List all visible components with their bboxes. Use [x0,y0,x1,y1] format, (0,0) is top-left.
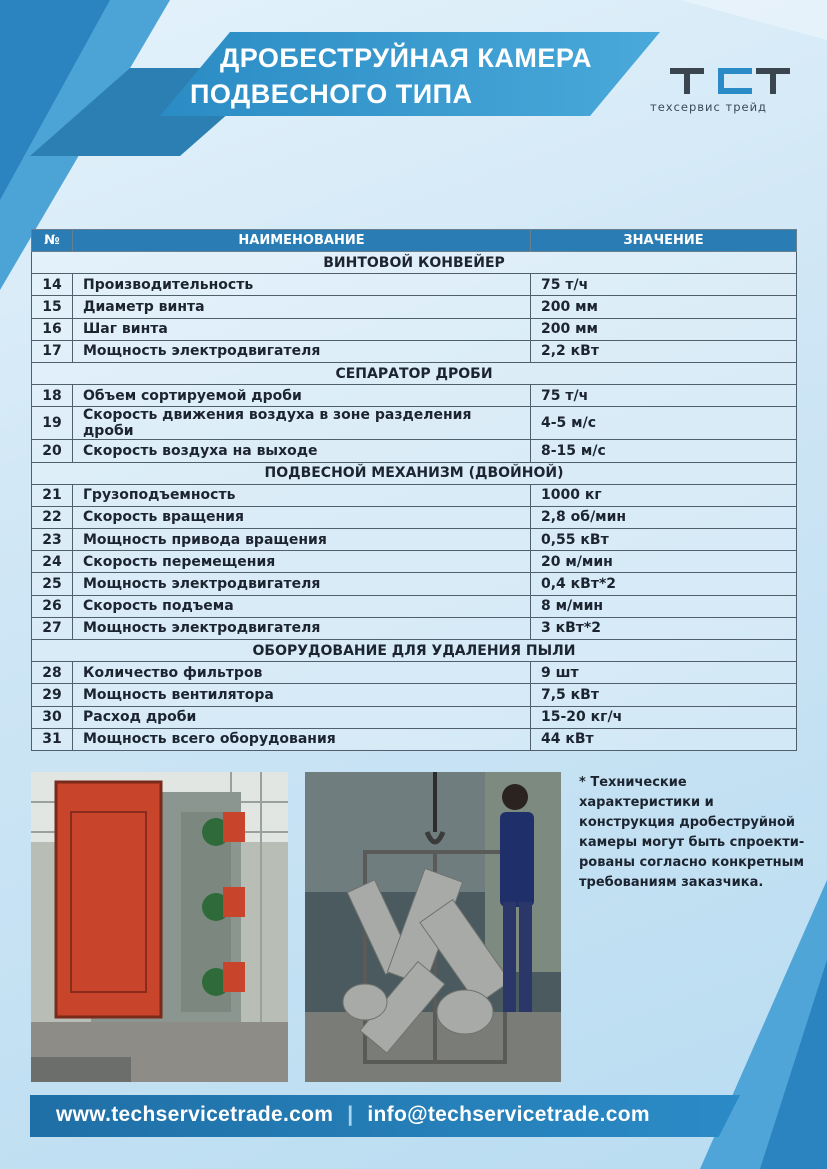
row-number: 25 [32,573,73,595]
row-value: 200 мм [531,296,797,318]
page-title [190,40,592,112]
section-title: СЕПАРАТОР ДРОБИ [32,362,797,384]
row-value: 7,5 кВт [531,684,797,706]
row-number: 27 [32,617,73,639]
row-name: Скорость воздуха на выходе [73,440,531,462]
specifications-table [31,229,797,751]
table-row [32,506,797,528]
row-value: 15-20 кг/ч [531,706,797,728]
row-value: 200 мм [531,318,797,340]
row-name: Диаметр винта [73,296,531,318]
row-value: 1000 кг [531,484,797,506]
row-number: 23 [32,529,73,551]
hanging-rack-photo [305,772,561,1082]
row-name: Мощность привода вращения [73,529,531,551]
row-number: 15 [32,296,73,318]
table-row [32,728,797,750]
row-value: 0,55 кВт [531,529,797,551]
table-row [32,385,797,407]
row-number: 18 [32,385,73,407]
row-number: 16 [32,318,73,340]
logo-text: техсервис трейд [650,100,768,114]
row-value: 8-15 м/с [531,440,797,462]
row-name: Скорость движения воздуха в зоне разделения дроби [73,407,531,440]
row-number: 28 [32,662,73,684]
row-name: Мощность всего оборудования [73,728,531,750]
table-header-row [32,230,797,252]
row-number: 31 [32,728,73,750]
row-name: Количество фильтров [73,662,531,684]
table-row [32,484,797,506]
row-name: Объем сортируемой дроби [73,385,531,407]
section-row [32,362,797,384]
table-row [32,595,797,617]
row-number: 29 [32,684,73,706]
row-name: Производительность [73,274,531,296]
title-line-1: ДРОБЕСТРУЙНАЯ КАМЕРА [220,43,592,73]
row-name: Скорость подъема [73,595,531,617]
table-row [32,440,797,462]
shot-blast-chamber-photo [31,772,288,1082]
section-title: ПОДВЕСНОЙ МЕХАНИЗМ (ДВОЙНОЙ) [32,462,797,484]
table-row [32,529,797,551]
table-row [32,318,797,340]
title-line-2: ПОДВЕСНОГО ТИПА [190,79,473,109]
row-name: Расход дроби [73,706,531,728]
table-row [32,617,797,639]
row-number: 30 [32,706,73,728]
section-row [32,252,797,274]
table-row [32,706,797,728]
table-row [32,662,797,684]
row-value: 4-5 м/с [531,407,797,440]
section-row [32,640,797,662]
section-title: ОБОРУДОВАНИЕ ДЛЯ УДАЛЕНИЯ ПЫЛИ [32,640,797,662]
row-value: 75 т/ч [531,385,797,407]
table-row [32,296,797,318]
website-link[interactable]: www.techservicetrade.com [56,1103,334,1126]
row-value: 3 кВт*2 [531,617,797,639]
section-row [32,462,797,484]
column-header-number: № [32,230,73,252]
row-name: Скорость вращения [73,506,531,528]
table-row [32,407,797,440]
row-value: 0,4 кВт*2 [531,573,797,595]
table-row [32,551,797,573]
row-number: 22 [32,506,73,528]
row-value: 20 м/мин [531,551,797,573]
footnote: * Технические характеристики и конструкция дробеструйной камеры могут быть спроекти-рованы согласно конкретным требованиям заказчика. [579,775,805,890]
row-name: Мощность вентилятора [73,684,531,706]
row-name: Шаг винта [73,318,531,340]
column-header-name: НАИМЕНОВАНИЕ [73,230,531,252]
row-name: Мощность электродвигателя [73,573,531,595]
row-number: 26 [32,595,73,617]
row-value: 8 м/мин [531,595,797,617]
table-row [32,684,797,706]
table-row [32,340,797,362]
section-title: ВИНТОВОЙ КОНВЕЙЕР [32,252,797,274]
row-number: 21 [32,484,73,506]
row-value: 2,8 об/мин [531,506,797,528]
column-header-value: ЗНАЧЕНИЕ [531,230,797,252]
table-row [32,274,797,296]
row-number: 19 [32,407,73,440]
row-number: 14 [32,274,73,296]
footer-contacts [56,1103,650,1127]
row-value: 44 кВт [531,728,797,750]
row-value: 9 шт [531,662,797,684]
table-body [32,252,797,751]
footer-separator: | [347,1103,354,1126]
row-name: Грузоподъемность [73,484,531,506]
row-name: Скорость перемещения [73,551,531,573]
row-value: 2,2 кВт [531,340,797,362]
row-number: 20 [32,440,73,462]
row-name: Мощность электродвигателя [73,340,531,362]
row-value: 75 т/ч [531,274,797,296]
email-link[interactable]: info@techservicetrade.com [367,1103,650,1126]
row-number: 24 [32,551,73,573]
row-number: 17 [32,340,73,362]
table-row [32,573,797,595]
row-name: Мощность электродвигателя [73,617,531,639]
